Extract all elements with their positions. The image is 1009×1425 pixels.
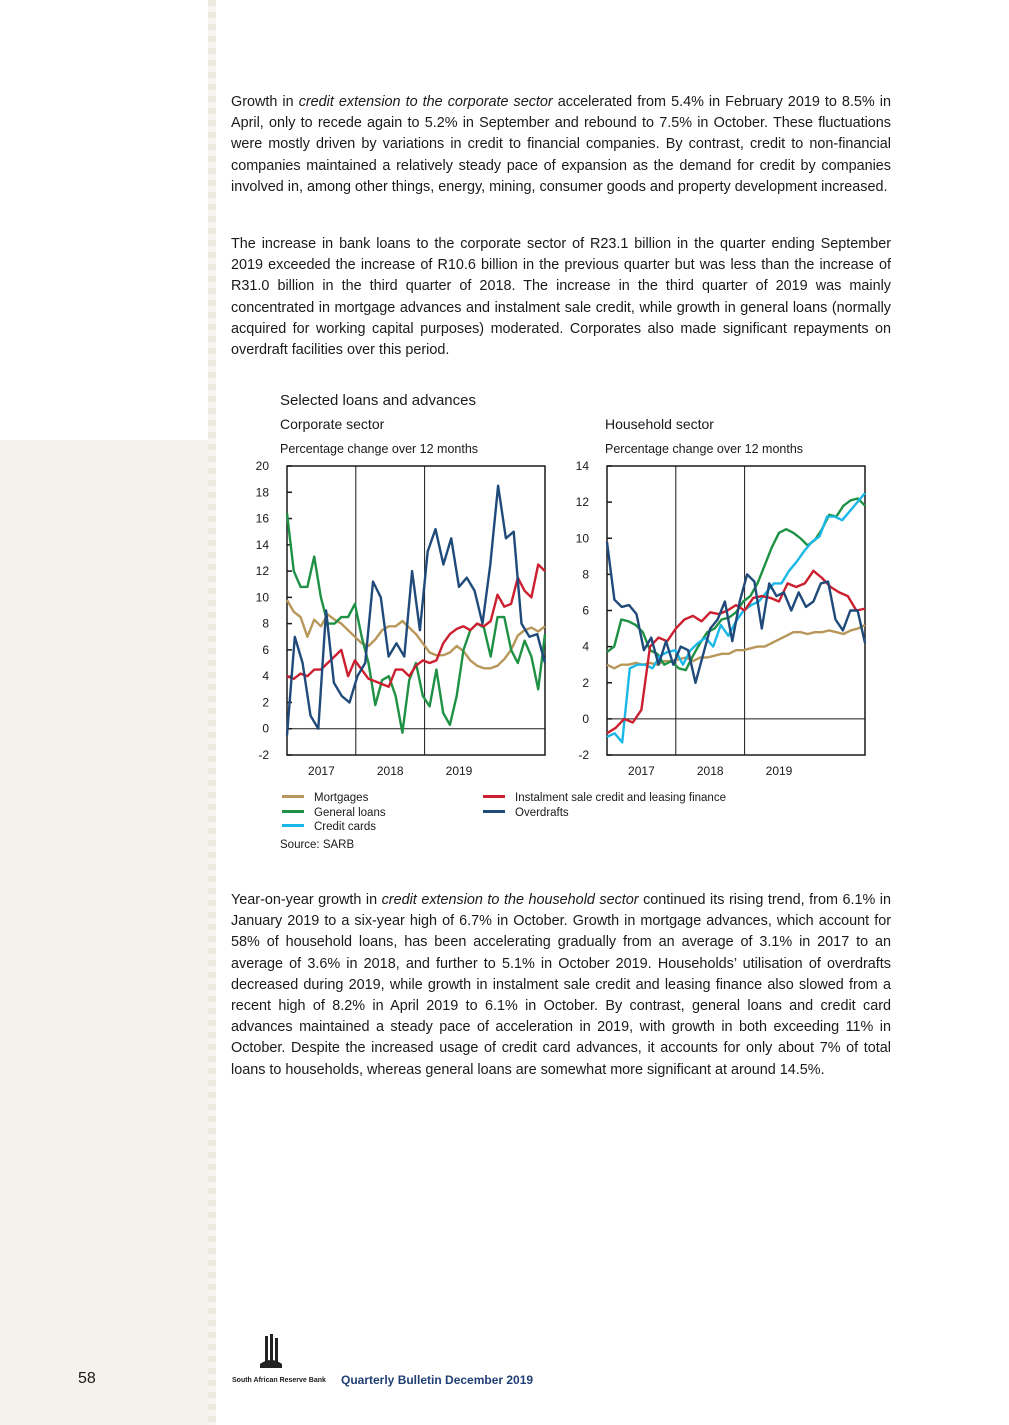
y-tick-label: -2 [578,748,589,762]
x-tick-label: 2018 [696,764,724,778]
y-tick-label: 16 [255,511,269,526]
y-tick-label: 10 [575,531,589,546]
chart-subtitle-corporate: Percentage change over 12 months [280,442,479,456]
legend-swatch [282,824,304,827]
legend-item-overdrafts: Overdrafts [483,807,569,819]
y-tick-label: 10 [255,590,269,605]
legend-swatch [483,810,505,813]
figure-source: Source: SARB [280,839,355,851]
y-tick-label: 4 [582,639,589,654]
paragraph-corporate-loans: The increase in bank loans to the corporate sector of R23.1 billion in the quarter ending September 2019 exceeded the increase of R10.6 billion in the previous quarter but was less than the increase of R31.0 billion in the third quarter of 2018. The increase in the third quarter of 2019 was mainly concentrated in mortgage advances and instalment sale credit, while growth in general loans (normally acquired for working capital purposes) moderated. Corporates also made significant repayments on overdraft facilities over this period. [231,236,891,359]
y-tick-label: -2 [258,748,269,762]
series-line-overdrafts [287,486,545,736]
y-tick-label: 14 [575,459,589,473]
chart-household-sector [560,458,870,783]
chart-title-corporate: Corporate sector [280,416,385,432]
chart-title-household: Household sector [605,416,714,432]
figure-title: Selected loans and advances [280,392,476,409]
y-tick-label: 0 [262,721,269,736]
y-tick-label: 14 [255,537,269,552]
y-tick-label: 0 [582,711,589,726]
paragraph-household-credit: Year-on-year growth in credit extension to the household sector continued its rising trend, from 6.1% in January 2019 to a six-year high of 6.7% in October. Growth in mortgage advances, which account for 58% of household loans, has been accelerating gradually from an average of 3.1% in 2017 to an average of 3.6% in 2018, and further to 5.1% in October 2019. Households’ utilisation of overdrafts decreased during 2019, while growth in instalment sale credit and leasing finance also slowed from a recent high of 8.2% in April 2019 to 6.1% in October. By contrast, general loans and credit card advances maintained a steady pace of acceleration in 2019, with growth in both exceeding 11% in October. Despite the increased usage of credit card advances, it accounts for only about 7% of total loans to households, whereas general loans are somewhat more significant at around 14.5%. [231,892,891,1078]
y-tick-label: 20 [255,459,269,473]
y-tick-label: 12 [575,495,589,510]
decorative-margin [0,0,215,1425]
page-number: 58 [78,1370,96,1387]
y-tick-label: 2 [582,675,589,690]
chart-subtitle-household: Percentage change over 12 months [605,442,804,456]
series-line-instalment-sale-credit-and-leasing-finance [607,571,865,734]
legend-item-general-loans: General loans [282,807,386,819]
x-tick-label: 2019 [765,764,793,778]
publication-title: Quarterly Bulletin December 2019 [341,1373,534,1387]
legend-item-instalment-sale: Instalment sale credit and leasing finance [483,792,726,804]
x-tick-label: 2018 [376,764,404,778]
legend-item-credit-cards: Credit cards [282,821,376,833]
y-tick-label: 8 [582,567,589,582]
paragraph-corporate-credit: Growth in credit extension to the corporate sector accelerated from 5.4% in February 2019 to 8.5% in April, only to recede again to 5.2% in September and rebound to 7.5% in October. These fluctuations were mostly driven by variations in credit to financial companies. By contrast, credit to non-financial companies maintained a relatively steady pace of expansion as the demand for credit by companies involved in, among other things, energy, mining, consumer goods and property development increased. [231,94,891,195]
sarb-logo-icon [256,1334,286,1372]
y-tick-label: 6 [262,642,269,657]
y-tick-label: 2 [262,695,269,710]
y-tick-label: 4 [262,669,269,684]
x-tick-label: 2017 [628,764,655,778]
y-tick-label: 8 [262,616,269,631]
chart-corporate-sector [240,458,550,783]
x-tick-label: 2017 [308,764,335,778]
x-tick-label: 2019 [445,764,473,778]
y-tick-label: 6 [582,603,589,618]
y-tick-label: 18 [255,485,269,500]
legend-swatch [282,810,304,813]
bank-name: South African Reserve Bank [232,1377,326,1384]
series-line-general-loans [607,499,865,671]
legend-item-mortgages: Mortgages [282,792,368,804]
legend-swatch [282,795,304,798]
legend-swatch [483,795,505,798]
y-tick-label: 12 [255,564,269,579]
